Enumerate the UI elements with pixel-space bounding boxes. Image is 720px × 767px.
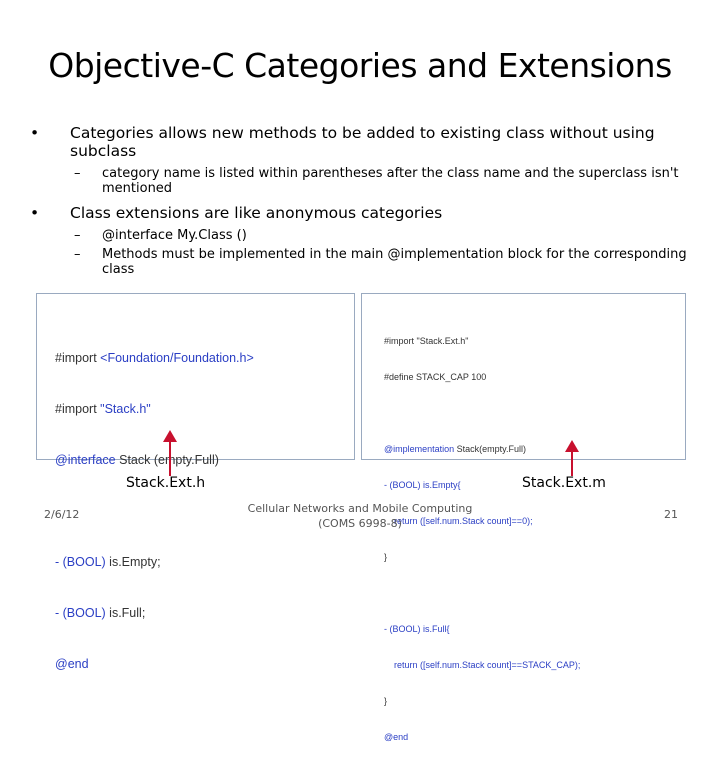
code-token: "Stack.h": [100, 402, 151, 416]
code-line: [384, 371, 580, 383]
footer-course-line-1: Cellular Networks and Mobile Computing: [247, 502, 473, 515]
code-token: @end: [384, 732, 409, 742]
bullet-1: [30, 124, 686, 160]
code-line: [55, 452, 254, 469]
bullet-2-text: Class extensions are like anonymous categories: [70, 204, 443, 222]
code-token: return ([self.num.Stack count]==STACK_CAP);: [384, 660, 581, 670]
code-line: [55, 503, 254, 520]
code-line: [384, 695, 580, 707]
bullet-dot: •: [30, 204, 40, 222]
arrow-up-icon: [160, 430, 180, 476]
bullet-dot: •: [30, 124, 40, 142]
code-line: [55, 350, 254, 367]
code-line: [384, 587, 580, 599]
code-line: [55, 554, 254, 571]
code-line: [384, 443, 580, 455]
code-token: is.Empty;: [109, 555, 161, 569]
sub-bullet-2-1-text: @interface My.Class (): [102, 228, 247, 243]
sub-bullet-2-1: [74, 228, 694, 243]
code-line: [384, 335, 580, 347]
slide-title: Objective-C Categories and Extensions: [48, 46, 672, 85]
code-line: [384, 623, 580, 635]
bullet-2: [30, 204, 686, 222]
code-token: @interface: [55, 453, 116, 467]
footer-course-line-2: (COMS 6998-8): [318, 517, 402, 530]
sub-bullet-2-2: [74, 247, 694, 277]
bullet-1-text: Categories allows new methods to be added to existing class without using subclass: [70, 124, 655, 160]
code-line: [384, 731, 580, 743]
sub-dash: –: [74, 247, 81, 262]
code-token: - (BOOL) is.Full{: [384, 624, 450, 634]
code-token: #define STACK_CAP 100: [384, 372, 487, 382]
footer-course: [240, 501, 480, 531]
footer-date: 2/6/12: [44, 508, 80, 521]
code-token: - (BOOL) is.Empty{: [384, 480, 461, 490]
code-token: #import: [55, 402, 101, 416]
code-token: @implementation: [384, 444, 455, 454]
code-line: [384, 407, 580, 419]
sub-dash: –: [74, 228, 81, 243]
code-token: Stack(empty.Full): [454, 444, 527, 454]
code-line: [55, 401, 254, 418]
sub-bullet-1-1: [74, 166, 694, 196]
code-token: #import: [55, 351, 101, 365]
code-lines-implementation: [384, 311, 580, 767]
footer-page-number: 21: [664, 508, 678, 521]
code-token: }: [384, 552, 388, 562]
code-line: [55, 656, 254, 673]
sub-bullet-2-2-text: Methods must be implemented in the main @implementation block for the corresponding class: [102, 247, 687, 277]
impl-file-label: Stack.Ext.m: [522, 475, 606, 491]
arrow-up-icon: [562, 440, 582, 476]
code-token: @end: [55, 657, 89, 671]
code-token: <Foundation/Foundation.h>: [100, 351, 254, 365]
code-token: Stack (empty.Full): [115, 453, 219, 467]
code-line: [384, 659, 580, 671]
code-token: return ([self.num.Stack count]==0);: [384, 516, 533, 526]
code-token: #import "Stack.Ext.h": [384, 336, 469, 346]
code-token: - (BOOL): [55, 606, 110, 620]
header-file-label: Stack.Ext.h: [126, 475, 206, 491]
code-token: }: [384, 696, 388, 706]
code-token: - (BOOL): [55, 555, 110, 569]
sub-dash: –: [74, 166, 81, 181]
code-line: [55, 605, 254, 622]
code-lines-header: [55, 316, 254, 707]
code-line: [384, 551, 580, 563]
sub-bullet-1-1-text: category name is listed within parentheses after the class name and the superclass isn't mentioned: [102, 166, 679, 196]
code-token: is.Full;: [109, 606, 146, 620]
